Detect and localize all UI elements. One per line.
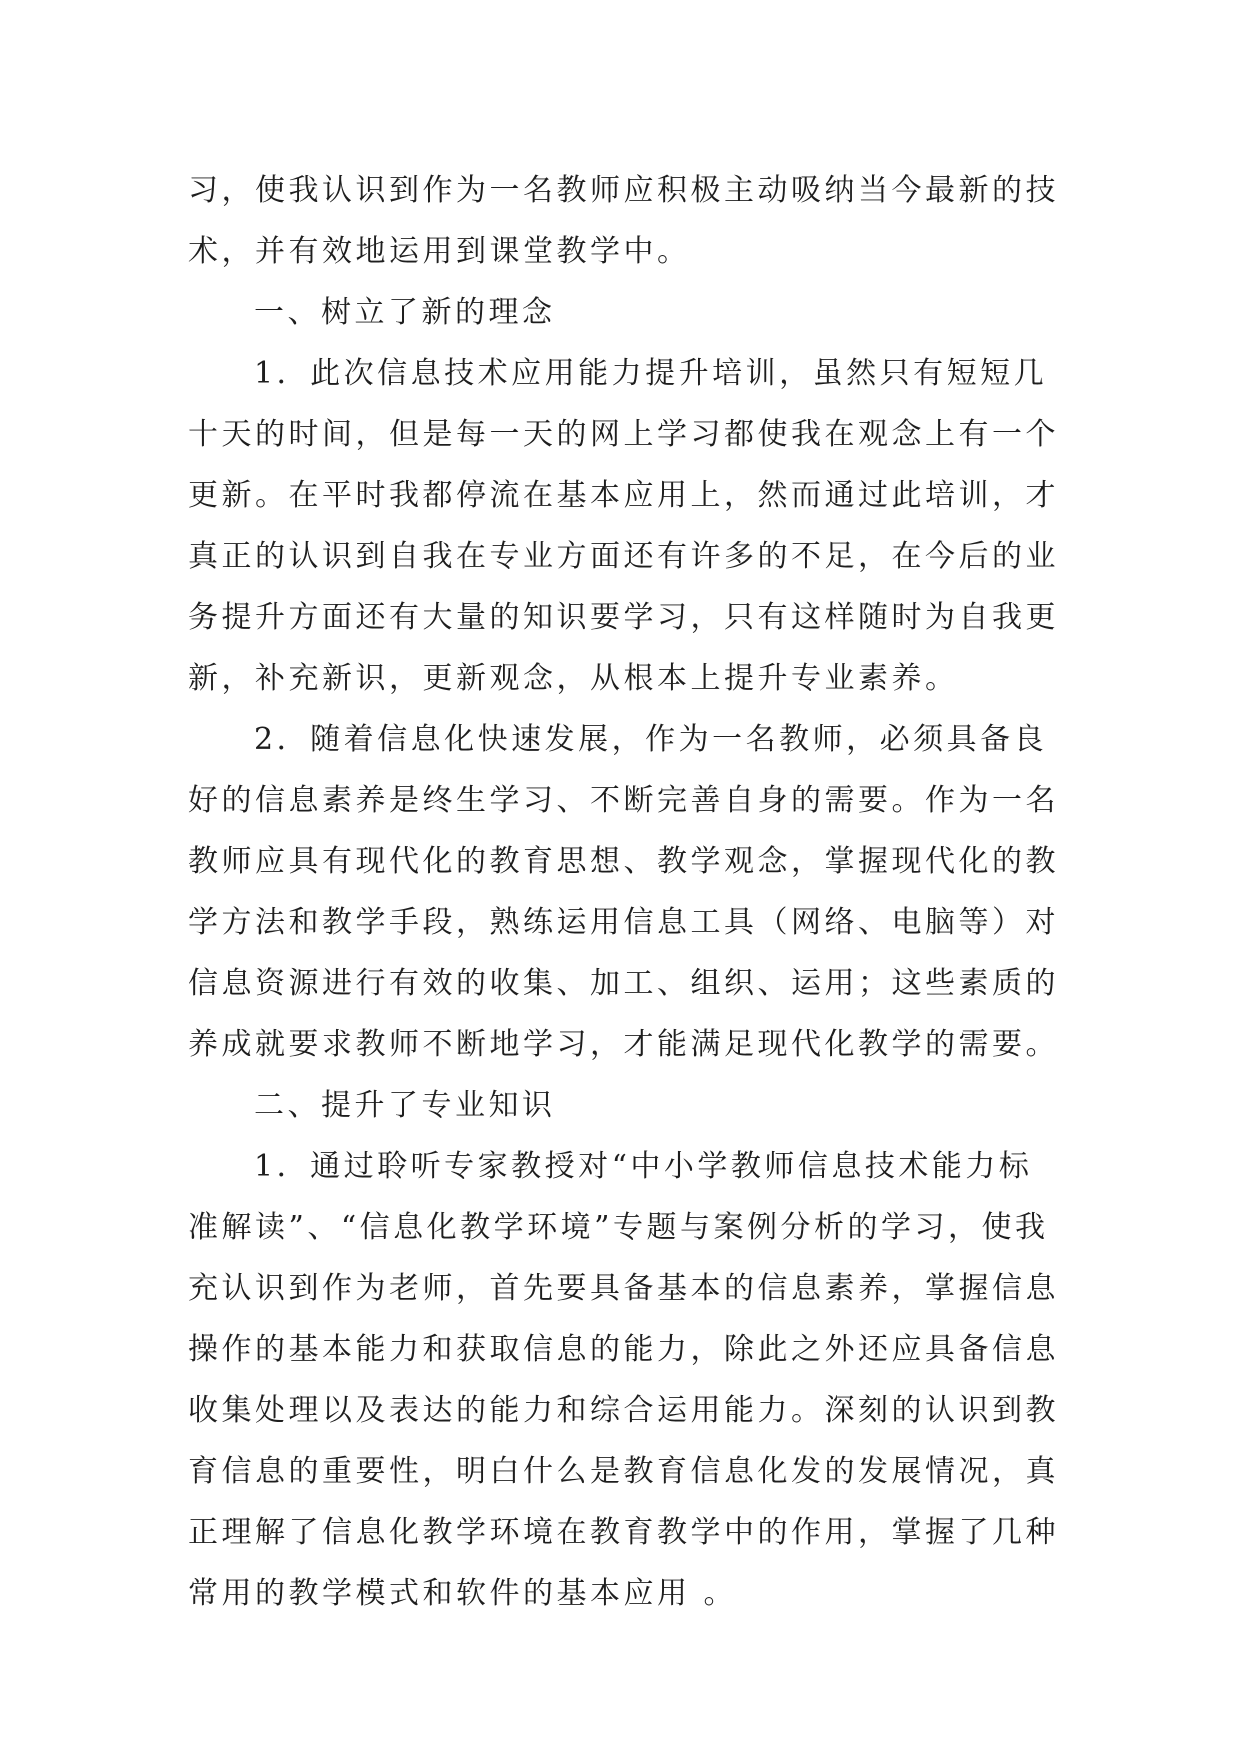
text-line: 学方法和教学手段，熟练运用信息工具（网络、电脑等）对	[188, 905, 1059, 940]
text-line: 习，使我认识到作为一名教师应积极主动吸纳当今最新的技	[188, 173, 1059, 208]
text-line: 术，并有效地运用到课堂教学中。	[188, 234, 691, 269]
paragraph-start: 2．随着信息化快速发展，作为一名教师，必须具备良	[254, 722, 1048, 757]
text-line: 育信息的重要性，明白什么是教育信息化发的发展情况，真	[188, 1454, 1059, 1489]
text-line: 教师应具有现代化的教育思想、教学观念，掌握现代化的教	[188, 844, 1059, 879]
text-line: 准解读”、“信息化教学环境”专题与案例分析的学习，使我	[188, 1210, 1049, 1245]
text-line: 信息资源进行有效的收集、加工、组织、运用；这些素质的	[188, 966, 1059, 1001]
text-line: 十天的时间，但是每一天的网上学习都使我在观念上有一个	[188, 417, 1059, 452]
text-line: 正理解了信息化教学环境在教育教学中的作用，掌握了几种	[188, 1515, 1059, 1550]
text-line: 更新。在平时我都停流在基本应用上，然而通过此培训，才	[188, 478, 1059, 513]
text-line: 充认识到作为老师，首先要具备基本的信息素养，掌握信息	[188, 1271, 1059, 1306]
text-line: 操作的基本能力和获取信息的能力，除此之外还应具备信息	[188, 1332, 1059, 1367]
paragraph-start: 1．通过聆听专家教授对“中小学教师信息技术能力标	[254, 1149, 1033, 1184]
section-heading: 一、树立了新的理念	[254, 295, 556, 330]
text-line: 好的信息素养是终生学习、不断完善自身的需要。作为一名	[188, 783, 1059, 818]
text-line: 新，补充新识，更新观念，从根本上提升专业素养。	[188, 661, 959, 696]
document-body	[188, 160, 1058, 1624]
text-line: 养成就要求教师不断地学习，才能满足现代化教学的需要。	[188, 1027, 1059, 1062]
text-line: 真正的认识到自我在专业方面还有许多的不足，在今后的业	[188, 539, 1059, 574]
section-heading: 二、提升了专业知识	[254, 1088, 556, 1123]
text-line: 常用的教学模式和软件的基本应用 。	[188, 1576, 738, 1611]
text-line: 收集处理以及表达的能力和综合运用能力。深刻的认识到教	[188, 1393, 1059, 1428]
paragraph-start: 1．此次信息技术应用能力提升培训，虽然只有短短几	[254, 356, 1048, 391]
text-line: 务提升方面还有大量的知识要学习，只有这样随时为自我更	[188, 600, 1059, 635]
